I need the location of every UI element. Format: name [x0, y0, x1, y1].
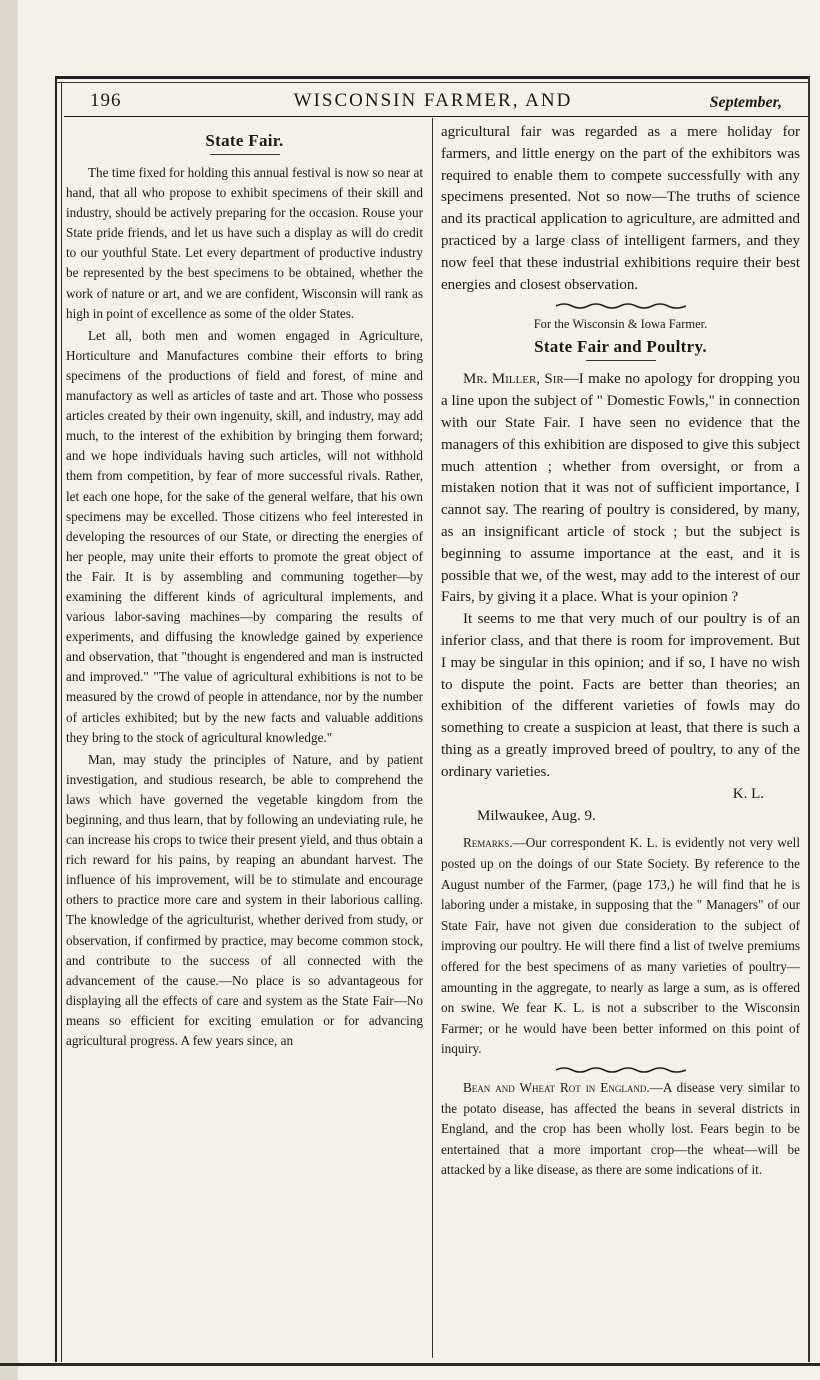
- article-heading-state-fair: State Fair.: [205, 131, 284, 150]
- letter-paragraph: [441, 369, 800, 609]
- letter-paragraph: It seems to me that very much of our poultry is of an inferior class, and that there is room for improvement. But I may be singular in this opinion; and if so, I have no wish to dispute the point. Facts are better than theories; an exhibition of the different varieties of fowls may do something to create a suspicion at least, that there is such a thing as a greatly improved breed of poultry, to any of the ordinary varieties.: [441, 611, 800, 780]
- right-border-rule: [808, 76, 810, 1362]
- remarks-label: Remarks.: [463, 835, 513, 851]
- letter-signature: K. L.: [732, 785, 764, 802]
- header-rule: [64, 116, 808, 117]
- article-paragraph: The time fixed for holding this annual festival is now so near at hand, that all who propose to exhibit specimens of their skill and industry, should be actively preparing for the occasion. Rouse your State pride friends, and let us have such a display as will do credit to our youthful State. Let every department of productive industry be represented by the best specimens to be obtained, whether the work of nature or art, and we are confident, Wisconsin will rank as high in point of excellence as some of the older States.: [66, 165, 423, 321]
- page-header: [70, 88, 796, 118]
- letter-place-date: Milwaukee, Aug. 9.: [477, 808, 596, 825]
- right-column: [441, 122, 800, 1181]
- source-credit: For the Wisconsin & Iowa Farmer.: [533, 317, 708, 332]
- section-divider-ornament: [556, 302, 686, 310]
- section-divider-ornament: [556, 1066, 686, 1074]
- heading-underline: [210, 154, 280, 155]
- page-number: 196: [90, 90, 122, 111]
- bean-wheat-text: —A disease very similar to the potato disease, has affected the beans in several districts in England, and the crop has been wholly lost. Fears begin to be entertained that a more important crop—the wheat—will be attacked by a like disease, as there are some indications of it.: [441, 1079, 800, 1178]
- top-border-rule-inner: [55, 82, 810, 83]
- heading-underline: [586, 360, 656, 361]
- bean-wheat-label: Bean and Wheat Rot in England.: [463, 1079, 650, 1095]
- running-title: WISCONSIN FARMER, AND: [293, 90, 573, 111]
- continued-paragraph: agricultural fair was regarded as a mere holiday for farmers, and little energy on the part of the exhibitors was required to enable them to compete successfully with any specimens presented. Not so now—The truths of science and its practical application to agriculture, are admitted and practiced by a large class of intelligent farmers, and they now feel that these industrial exhibitions require their best energies and closest observation.: [441, 124, 800, 293]
- article-paragraph: Let all, both men and women engaged in Agriculture, Horticulture and Manufactures combine their efforts to bring specimens of the productions of field and forest, of mine and manufactory as well as articles of taste and art. Those who possess articles created by their own ingenuity, skill, and industry, may add much, to the interest of the exhibition by bringing them forward; and we hope individuals having such articles, will not withhold them from competition, by fear of more successful rivals. Rather, let each one hope, for the sake of the general welfare, that his own specimens may be excelled. Those citizens who feel interested in developing the resources of our State, or directing the energies of her people, may unite their efforts to promote the great object of the Fair. It is by assembling and communing together—by examining the different kinds of agricultural implements, and various labor-saving machines—by comparing the results of experiments, and diffusing the knowledge gained by experience and observation, that "thought is engendered and man is instructed and improved." "The value of agricultural exhibitions is not to be measured by the crowd of people in attendance, nor by the number of articles exhibited; but by the new facts and valuable additions they bring to the stock of agricultural knowledge.": [66, 327, 423, 745]
- top-border-rule: [55, 76, 810, 79]
- left-border-rule-inner: [61, 82, 62, 1362]
- page-gutter: [0, 0, 18, 1380]
- bean-wheat-paragraph: [441, 1078, 800, 1181]
- running-month: September,: [709, 94, 782, 111]
- article-paragraph: Man, may study the principles of Nature, and by patient investigation, and studious research, be able to comprehend the laws which have governed the vegetable kingdom from the beginning, and thus learn, that by following an undeviating rule, he can increase his crops to twice their present yield, and thus obtain a rich reward for his pains, by reaping an abundant harvest. The influence of his improvement, will be to stimulate and encourage others to practice more care and system in their laborious calling. The knowledge of the agriculturist, whether derived from study, or observation, if confirmed by practice, may become common stock, and contribute to the success of all connected with the advancement of the cause.—No place is so advantageous for displaying all the effects of care and system as the State Fair—No means so efficient for exciting emulation or for advancing agricultural progress. A few years since, an: [66, 751, 423, 1049]
- article-heading-poultry: State Fair and Poultry.: [534, 337, 707, 357]
- letter-text: —I make no apology for dropping you a line upon the subject of " Domestic Fowls," in connection with our State Fair. I have seen no evidence that the managers of this exhibition are disposed to give this subject much attention ; whether from oversight, or from a mistaken notion that it was not of sufficient importance, I cannot say. The rearing of poultry is considered, by many, as an insignificant article of stock ; but the subject is beginning to assume importance at the east, and it is possible that we, of the west, may add to the interest of our Fairs, by giving it a place. What is your opinion ?: [441, 371, 800, 606]
- left-border-rule: [55, 76, 57, 1362]
- letter-salutation: Mr. Miller, Sir: [463, 371, 564, 388]
- left-column: [66, 122, 423, 1053]
- bottom-border-rule: [0, 1363, 820, 1366]
- remarks-paragraph: [441, 833, 800, 1060]
- column-separator: [432, 118, 433, 1358]
- remarks-text: —Our correspondent K. L. is evidently not very well posted up on the doings of our State Society. By reference to the August number of the Farmer, (page 173,) he will find that he is laboring under a mistake, in supposing that the " Managers" of our State Fair, have not given due consideration to the subject of improving our poultry. He will there find a list of twelve premiums offered for the best specimens of as many varieties of poultry—amounting in the aggregate, to nearly as large a sum, as is offered on swine. We fear K. L. is not a subscriber to the Wisconsin Farmer; or he would have been better informed on this point of inquiry.: [441, 835, 800, 1057]
